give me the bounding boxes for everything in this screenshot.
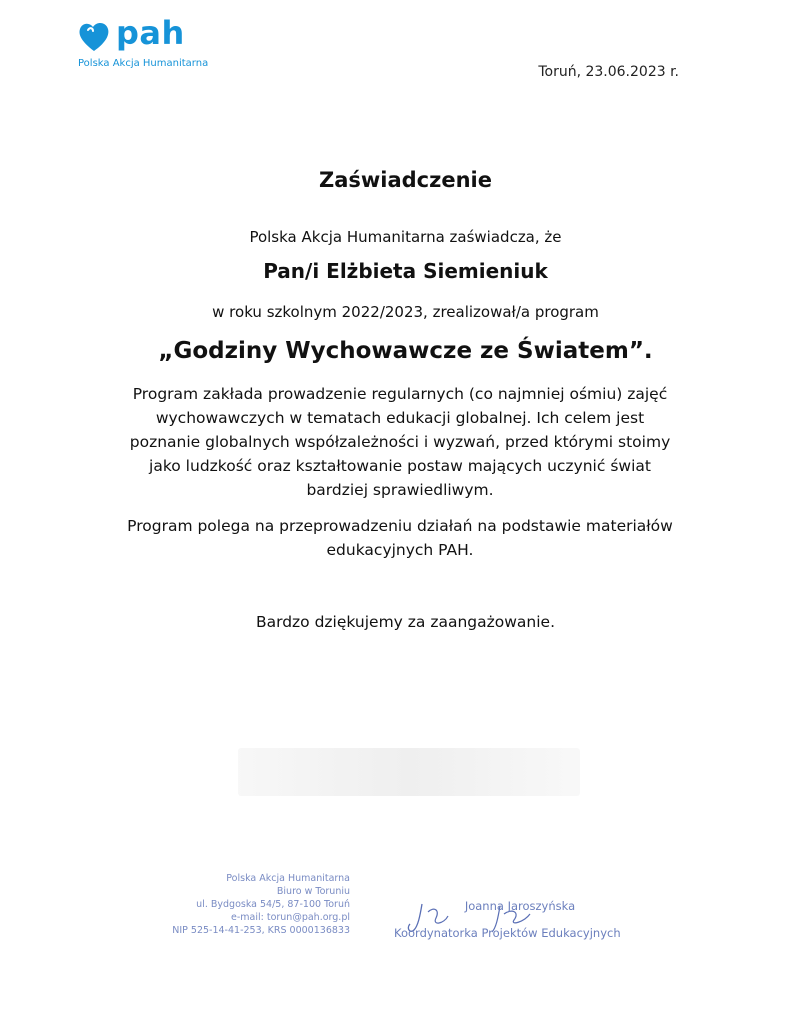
logo-wordmark: pah [116, 14, 185, 52]
method-line: edukacyjnych PAH. [326, 541, 474, 559]
signatory-name: Joanna Jaroszyńska [464, 899, 576, 913]
program-method [100, 514, 700, 562]
faded-area [238, 748, 580, 796]
description-line: poznanie globalnych współzależności i wyzwań, przed którymi stoimy [129, 433, 671, 451]
school-year-line: w roku szkolnym 2022/2023, zrealizował/a program [212, 303, 599, 321]
signatory-role: Koordynatorka Projektów Edukacyjnych [394, 926, 621, 940]
intro-line: Polska Akcja Humanitarna zaświadcza, że [249, 228, 562, 246]
logo-subtitle: Polska Akcja Humanitarna [78, 58, 209, 69]
program-name: „Godziny Wychowawcze ze Światem”. [158, 338, 653, 364]
office-stamp [150, 872, 350, 937]
description-line: jako ludzkość oraz kształtowanie postaw mających uczynić świat [149, 457, 651, 475]
stamp-line: NIP 525-14-41-253, KRS 0000136833 [172, 925, 350, 936]
stamp-line: Polska Akcja Humanitarna [226, 873, 350, 884]
thanks-line: Bardzo dziękujemy za zaangażowanie. [255, 613, 556, 631]
method-line: Program polega na przeprowadzeniu działań na podstawie materiałów [127, 517, 673, 535]
program-description [100, 382, 700, 502]
description-line: wychowawczych w tematach edukacji globalnej. Ich celem jest [155, 409, 645, 427]
recipient-name: Pan/i Elżbieta Siemieniuk [263, 259, 548, 283]
stamp-line: Biuro w Toruniu [276, 886, 350, 897]
pah-logo [76, 14, 209, 74]
stamp-line: e-mail: torun@pah.org.pl [231, 912, 350, 923]
document-date: Toruń, 23.06.2023 r. [538, 64, 679, 80]
stamp-line: ul. Bydgoska 54/5, 87-100 Toruń [196, 899, 350, 910]
heart-balloon-icon [76, 20, 112, 54]
document-title: Zaświadczenie [318, 168, 492, 192]
description-line: Program zakłada prowadzenie regularnych (co najmniej ośmiu) zajęć [132, 385, 668, 403]
description-line: bardziej sprawiedliwym. [306, 481, 494, 499]
